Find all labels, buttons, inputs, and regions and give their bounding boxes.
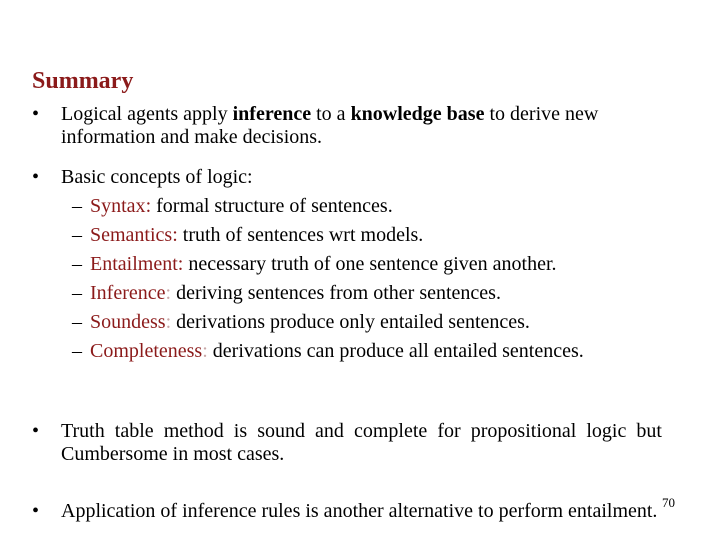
- concept-inference: [72, 282, 662, 305]
- bold-term-knowledge-base: knowledge base: [350, 103, 485, 125]
- bullet-dot: •: [32, 166, 40, 188]
- page-number: 70: [662, 495, 675, 510]
- concept-desc: necessary truth of one sentence given another.: [183, 253, 557, 275]
- bullet-text: Truth table method is sound and complete for propositional logic but Cumbersome in most cases.: [61, 420, 662, 465]
- concept-semantics: [72, 224, 662, 247]
- bullet-text: Logical agents apply inference to a knowledge base to derive new information and make decisions.: [61, 103, 599, 148]
- concept-desc: derivations can produce all entailed sentences.: [207, 340, 584, 362]
- concept-soundess: [72, 311, 662, 334]
- bullet-dot: •: [32, 103, 40, 125]
- concept-desc: formal structure of sentences.: [151, 195, 393, 217]
- bullet-truth-table: [32, 420, 662, 466]
- concept-desc: derivations produce only entailed sentences.: [171, 311, 530, 333]
- dash-marker: –: [72, 340, 82, 362]
- dash-marker: –: [72, 311, 82, 333]
- concept-term: Semantics:: [90, 224, 178, 246]
- concept-entailment: [72, 253, 662, 276]
- dash-marker: –: [72, 195, 82, 217]
- bold-term-inference: inference: [232, 103, 312, 125]
- bullet-text: Application of inference rules is another alternative to perform entailment.: [61, 500, 658, 522]
- concept-term: Syntax:: [90, 195, 152, 217]
- bullet-basic-concepts: [32, 166, 662, 189]
- concept-term: Entailment:: [90, 253, 184, 275]
- slide-title: Summary: [32, 68, 134, 94]
- bullet-dot: •: [32, 500, 40, 522]
- bullet-text: Basic concepts of logic:: [61, 166, 253, 188]
- dash-marker: –: [72, 282, 82, 304]
- concept-desc: deriving sentences from other sentences.: [171, 282, 501, 304]
- bullet-inference-rules: [32, 500, 662, 523]
- bullet-logical-agents: [32, 103, 662, 149]
- concept-desc: truth of sentences wrt models.: [177, 224, 424, 246]
- dash-marker: –: [72, 224, 82, 246]
- concept-term: Soundess:: [90, 311, 172, 333]
- bullet-dot: •: [32, 420, 40, 442]
- dash-marker: –: [72, 253, 82, 275]
- concept-term: Completeness:: [90, 340, 208, 362]
- concept-completeness: [72, 340, 662, 363]
- concept-syntax: [72, 195, 662, 218]
- concept-term: Inference:: [90, 282, 172, 304]
